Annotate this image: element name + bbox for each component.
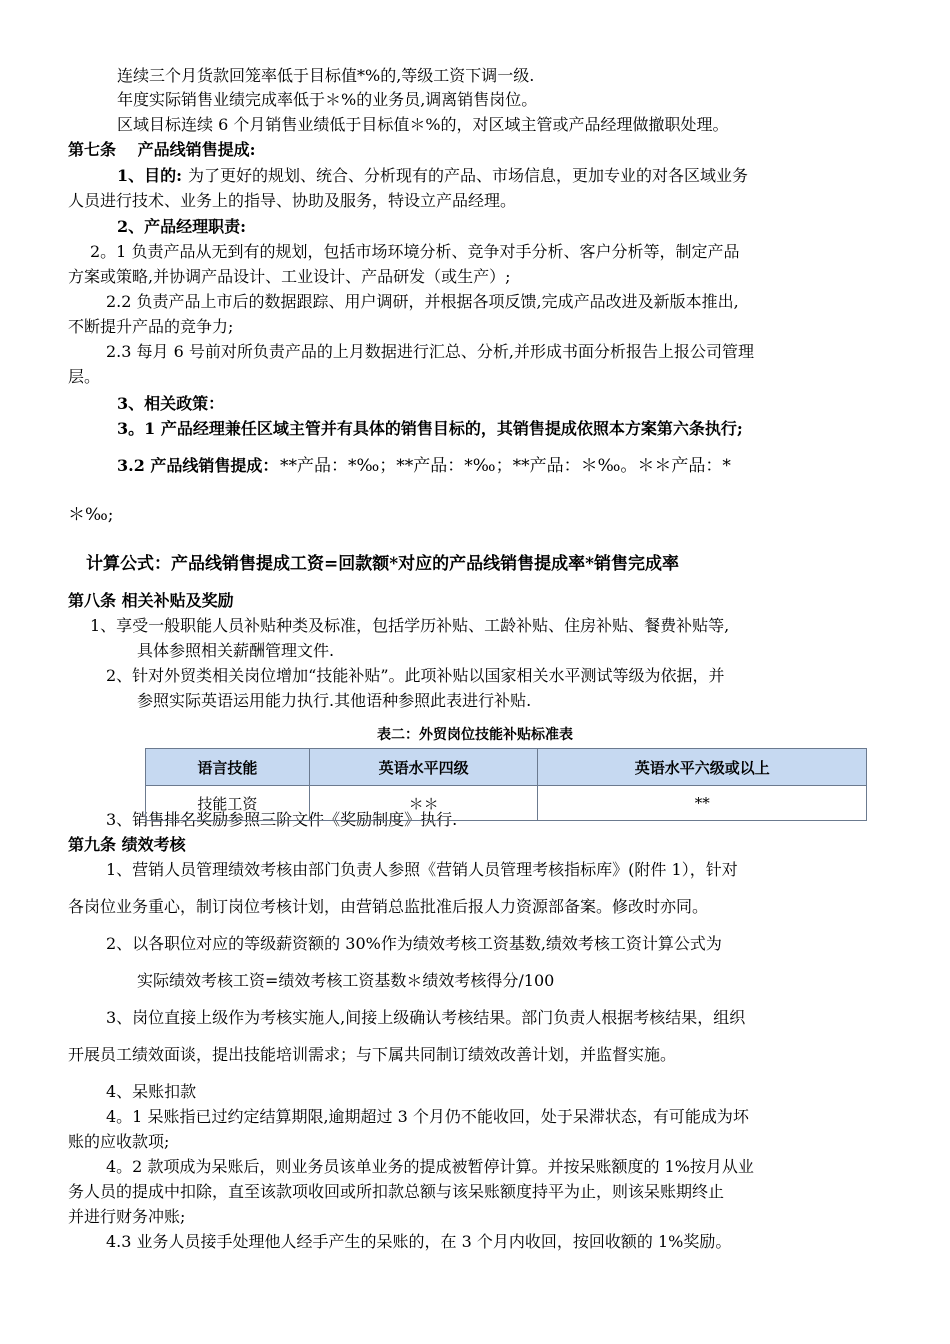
- text-line: 账的应收款项;: [68, 1132, 170, 1151]
- text-line: 年度实际销售业绩完成率低于＊%的业务员,调离销售岗位。: [117, 90, 538, 109]
- text-line: 3.2 产品线销售提成：: [117, 456, 279, 475]
- text-line: 方案或策略,并协调产品设计、工业设计、产品研发（或生产）;: [68, 267, 511, 286]
- text-line: 3、相关政策：: [117, 394, 225, 413]
- text-line: 计算公式：产品线销售提成工资=回款额*对应的产品线销售提成率*销售完成率: [86, 554, 680, 574]
- text-line: 第七条 产品线销售提成:: [68, 140, 256, 159]
- text-line: 实际绩效考核工资=绩效考核工资基数＊绩效考核得分/100: [137, 971, 555, 990]
- text-line: 1、目的:: [117, 166, 183, 185]
- text-line: 为了更好的规划、统合、分析现有的产品、市场信息，更加专业的对各区域业务: [188, 166, 749, 185]
- text-line: 2、产品经理职责:: [117, 217, 247, 236]
- text-line: 4.3 业务人员接手处理他人经手产生的呆账的，在 3 个月内收回，按回收额的 1%奖励。: [106, 1232, 732, 1251]
- text-line: 参照实际英语运用能力执行.其他语种参照此表进行补贴.: [137, 691, 532, 710]
- text-line: 2、以各职位对应的等级薪资额的 30%作为绩效考核工资基数,绩效考核工资计算公式为: [106, 934, 722, 953]
- table-header-row: [146, 749, 867, 786]
- text-line: 区域目标连续 6 个月销售业绩低于目标值＊%的，对区域主管或产品经理做撤职处理。: [117, 115, 729, 134]
- text-line: 3、销售排名奖励参照三阶文件《奖励制度》执行.: [106, 810, 458, 829]
- text-line: 3。1 产品经理兼任区域主管并有具体的销售目标的，其销售提成依照本方案第六条执行;: [117, 419, 743, 438]
- text-line: 第八条 相关补贴及奖励: [68, 591, 234, 610]
- text-line: 2.2 负责产品上市后的数据跟踪、用户调研，并根据各项反馈,完成产品改进及新版本推出,: [106, 292, 739, 311]
- text-line: 4、呆账扣款: [106, 1082, 197, 1101]
- table-header-cell: 英语水平六级或以上: [538, 749, 867, 786]
- text-line: **产品：*‰；**产品：*‰；**产品：＊‰。＊＊产品：*: [280, 456, 731, 476]
- table-row: [146, 786, 867, 821]
- text-line: 1、享受一般职能人员补贴种类及标准，包括学历补贴、工龄补贴、住房补贴、餐费补贴等,: [90, 616, 730, 635]
- table-cell: **: [538, 786, 867, 821]
- text-line: 2.3 每月 6 号前对所负责产品的上月数据进行汇总、分析,并形成书面分析报告上报公司管理: [106, 342, 754, 361]
- text-line: 层。: [68, 367, 101, 386]
- text-line: 第九条 绩效考核: [68, 835, 186, 854]
- table-header-cell: 语言技能: [146, 749, 310, 786]
- text-line: 1、营销人员管理绩效考核由部门负责人参照《营销人员管理考核指标库》(附件 1），针对: [106, 860, 738, 879]
- text-line: 2。1 负责产品从无到有的规划，包括市场环境分析、竞争对手分析、客户分析等，制定产品: [90, 242, 740, 261]
- text-line: 各岗位业务重心，制订岗位考核计划，由营销总监批准后报人力资源部备案。修改时亦同。: [68, 897, 709, 916]
- text-line: 具体参照相关薪酬管理文件.: [137, 641, 335, 660]
- skill-allowance-table: [145, 748, 867, 821]
- table-cell: 技能工资: [146, 786, 310, 821]
- text-line: 不断提升产品的竞争力;: [68, 317, 234, 336]
- text-line: 2、针对外贸类相关岗位增加“技能补贴”。此项补贴以国家相关水平测试等级为依据，并: [106, 666, 725, 685]
- text-line: 4。1 呆账指已过约定结算期限,逾期超过 3 个月仍不能收回，处于呆滞状态，有可能成为坏: [106, 1107, 749, 1126]
- text-line: 4。2 款项成为呆账后，则业务员该单业务的提成被暂停计算。并按呆账额度的 1%按月从业: [106, 1157, 754, 1176]
- text-line: 开展员工绩效面谈，提出技能培训需求；与下属共同制订绩效改善计划，并监督实施。: [68, 1045, 677, 1064]
- text-line: 并进行财务冲账;: [68, 1207, 186, 1226]
- text-line: 务人员的提成中扣除，直至该款项收回或所扣款总额与该呆账额度持平为止，则该呆账期终止: [68, 1182, 725, 1201]
- table-header-cell: 英语水平四级: [309, 749, 538, 786]
- table-cell: ＊＊: [309, 786, 538, 821]
- text-line: ＊‰;: [68, 505, 114, 525]
- table-caption: 表二：外贸岗位技能补贴标准表: [377, 727, 573, 743]
- text-line: 连续三个月货款回笼率低于目标值*%的,等级工资下调一级.: [117, 66, 535, 85]
- text-line: 3、岗位直接上级作为考核实施人,间接上级确认考核结果。部门负责人根据考核结果，组织: [106, 1008, 746, 1027]
- text-line: 人员进行技术、业务上的指导、协助及服务，特设立产品经理。: [68, 191, 517, 210]
